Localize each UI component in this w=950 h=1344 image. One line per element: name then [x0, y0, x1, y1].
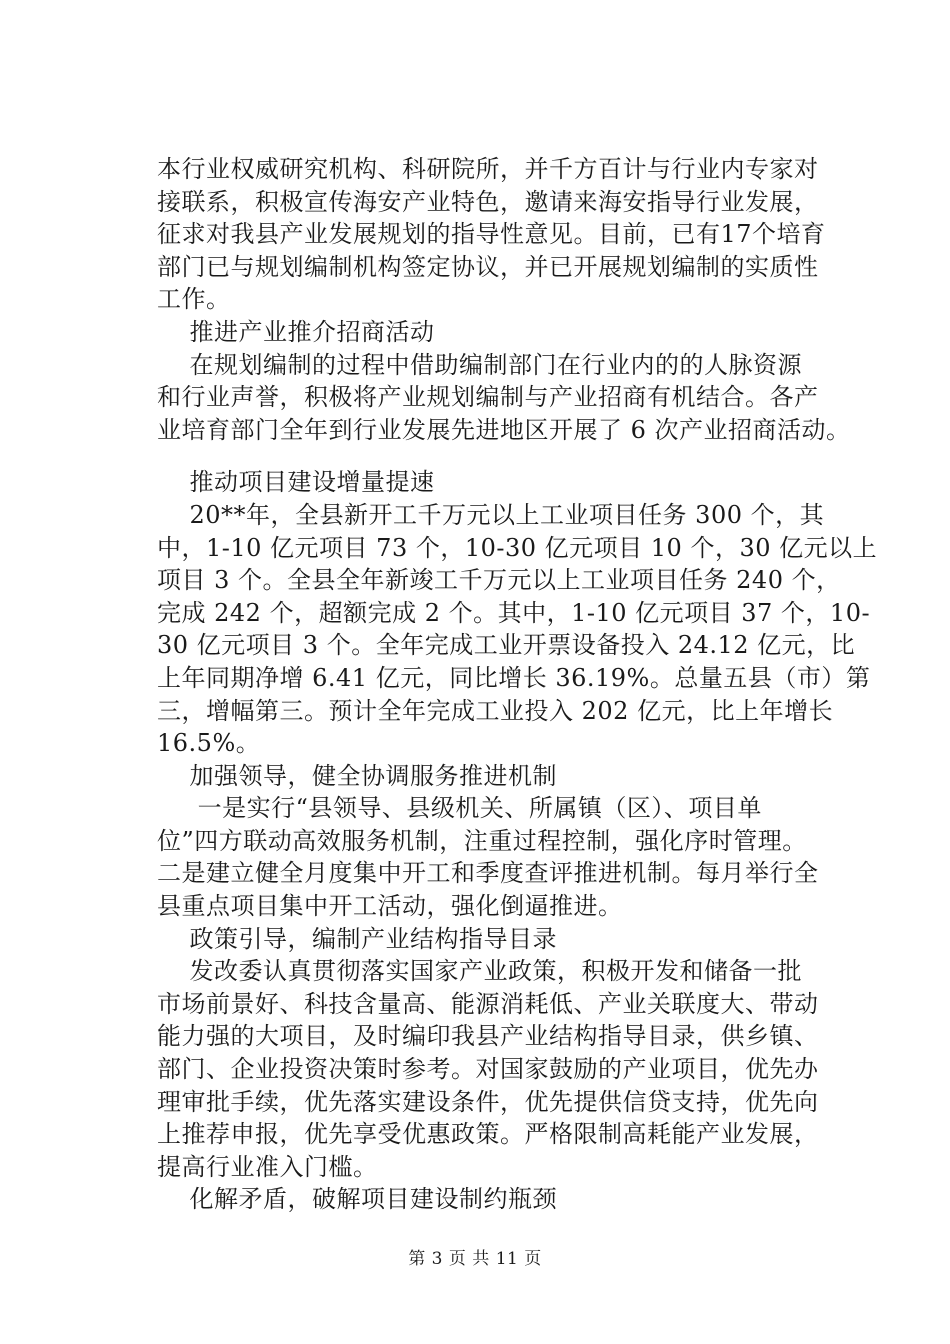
section-heading-policy-guidance: [157, 923, 847, 956]
text-line: 位”四方联动高效服务机制，注重过程控制，强化序时管理。: [157, 826, 807, 855]
text-line: 完成 242 个，超额完成 2 个。其中，1-10 亿元项目 37 个，10-: [157, 598, 871, 627]
heading-line: 政策引导，编制产业结构指导目录: [157, 924, 558, 953]
paragraph-policy-guidance: [157, 955, 847, 1183]
text-line: 三，增幅第三。预计全年完成工业投入 202 亿元，比上年增长: [157, 696, 834, 725]
heading-line: 推进产业推介招商活动: [157, 317, 435, 346]
text-line: 30 亿元项目 3 个。全年完成工业开票设备投入 24.12 亿元，比: [157, 631, 856, 660]
text-line: 上年同期净增 6.41 亿元，同比增长 36.19%。总量五县（市）第: [157, 663, 871, 692]
section-heading-investment-promotion: [157, 316, 847, 349]
paragraph-project-growth: [157, 499, 878, 760]
paragraph-leadership: [157, 792, 847, 922]
text-line: 16.5%。: [157, 729, 261, 758]
text-line: 二是建立健全月度集中开工和季度查评推进机制。每月举行全: [157, 859, 819, 888]
paragraph-spacer: [157, 446, 847, 466]
heading-line: 推动项目建设增量提速: [157, 468, 435, 497]
text-line: 工作。: [157, 285, 231, 314]
text-line: 20**年，全县新开工千万元以上工业项目任务 300 个，其: [157, 500, 825, 529]
section-heading-resolve-conflicts: [157, 1183, 847, 1216]
text-line: 在规划编制的过程中借助编制部门在行业内的的人脉资源: [157, 350, 803, 379]
text-line: 业培育部门全年到行业发展先进地区开展了 6 次产业招商活动。: [157, 415, 851, 444]
section-heading-project-growth: [157, 466, 847, 499]
document-body: [157, 153, 878, 1216]
page-number-footer: 第 3 页 共 11 页: [408, 1249, 542, 1269]
text-line: 一是实行“县领导、县级机关、所属镇（区）、项目单: [157, 794, 762, 823]
text-line: 项目 3 个。全县全年新竣工千万元以上工业项目任务 240 个，: [157, 566, 841, 595]
text-line: 市场前景好、科技含量高、能源消耗低、产业关联度大、带动: [157, 989, 819, 1018]
heading-line: 化解矛盾，破解项目建设制约瓶颈: [157, 1185, 558, 1214]
text-line: 县重点项目集中开工活动，强化倒逼推进。: [157, 892, 623, 921]
text-line: 和行业声誉，积极将产业规划编制与产业招商有机结合。各产: [157, 383, 819, 412]
paragraph-investment-promotion: [157, 349, 851, 447]
text-line: 部门已与规划编制机构签定协议，并已开展规划编制的实质性: [157, 252, 819, 281]
text-line: 本行业权威研究机构、科研院所，并千方百计与行业内专家对: [157, 155, 819, 183]
heading-line: 加强领导，健全协调服务推进机制: [157, 761, 558, 790]
text-line: 征求对我县产业发展规划的指导性意见。目前，已有17个培育: [157, 220, 826, 249]
text-line: 部门、企业投资决策时参考。对国家鼓励的产业项目，优先办: [157, 1055, 819, 1084]
text-line: 中，1-10 亿元项目 73 个，10-30 亿元项目 10 个，30 亿元以上: [157, 533, 878, 562]
text-line: 能力强的大项目，及时编印我县产业结构指导目录，供乡镇、: [157, 1022, 819, 1051]
text-line: 上推荐申报，优先享受优惠政策。严格限制高耗能产业发展，: [157, 1120, 819, 1149]
paragraph-intro-continued: [157, 153, 847, 316]
text-line: 发改委认真贯彻落实国家产业政策，积极开发和储备一批: [157, 957, 803, 986]
section-heading-leadership: [157, 760, 847, 793]
text-line: 接联系，积极宣传海安产业特色，邀请来海安指导行业发展，: [157, 187, 819, 216]
text-line: 提高行业准入门槛。: [157, 1152, 378, 1181]
text-line: 理审批手续，优先落实建设条件，优先提供信贷支持，优先向: [157, 1087, 819, 1116]
